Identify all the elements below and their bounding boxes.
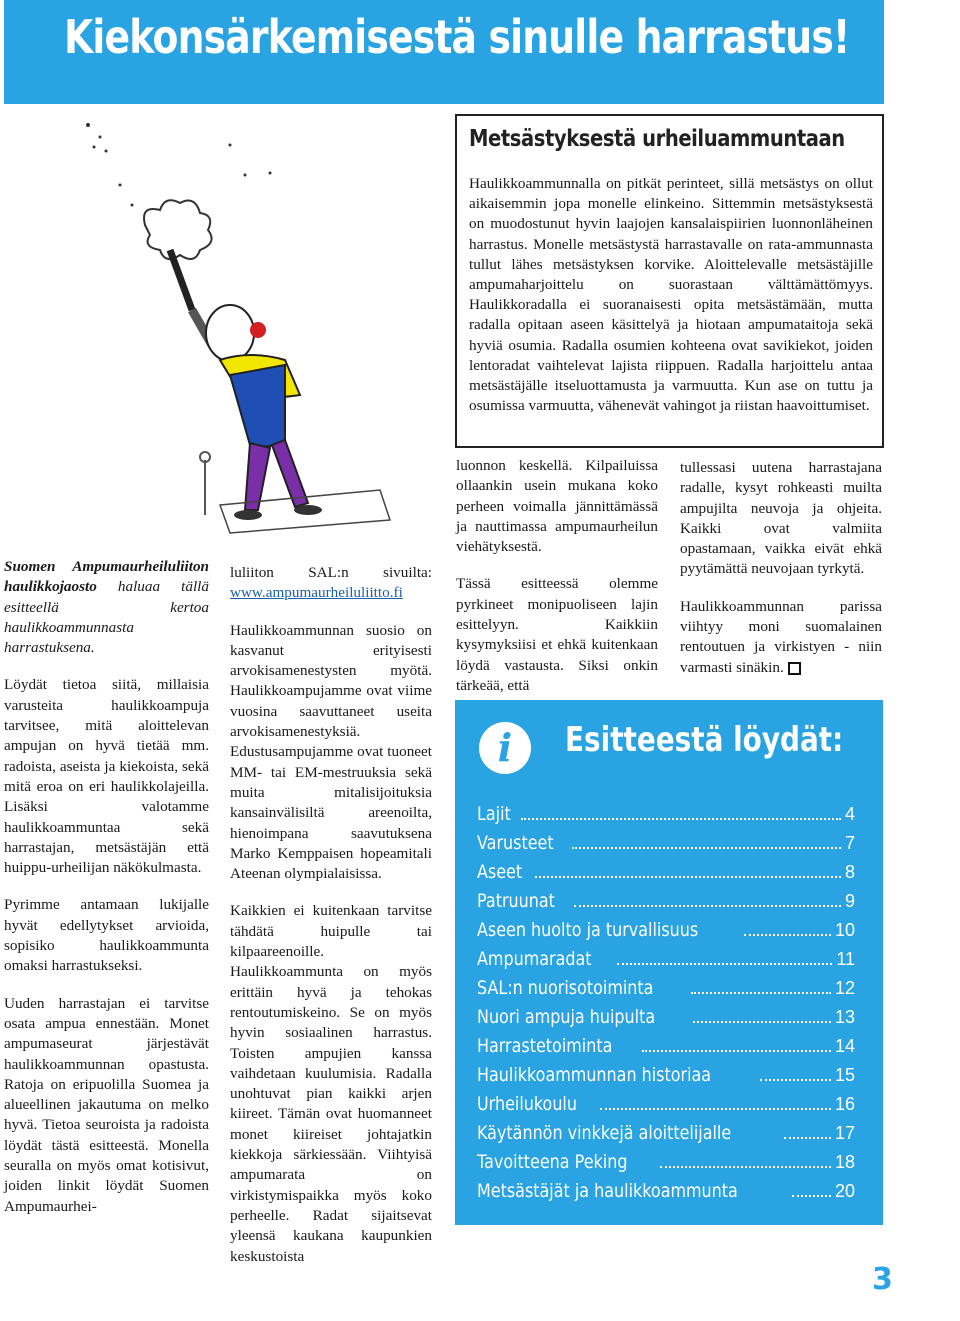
text-column-4 (680, 458, 882, 695)
toc-item-label: Aseet (477, 861, 523, 883)
col4-paragraph-1: tullessasi uutena harrastajana radalle, kysyt rohkeasti muilta ampujilta neuvoja ja ohjeita. Kaikki ovat valmiita opastamaan, vaikka eivät ehkä pyytämättä neuvojaan tyrkytä. (680, 459, 882, 578)
col1-paragraph-3: Pyrimme antamaan lukijalle hyvät edellytykset arvioida, sopisiko haulikkoammunta omaksi harrastukseksi. (4, 896, 209, 975)
toc-leader-dots (760, 1079, 831, 1081)
toc-item-page: 10 (834, 920, 855, 940)
toc-item[interactable] (477, 970, 855, 999)
intro-bold: Suomen Ampumaurheiluliiton haulikkojaosto (4, 558, 209, 596)
toc-item[interactable] (477, 854, 855, 883)
toc-item[interactable] (477, 825, 855, 854)
toc-leader-dots (535, 876, 841, 878)
toc-item-label: Tavoitteena Peking (477, 1151, 628, 1173)
toc-item-page: 15 (834, 1065, 855, 1085)
toc-item-page: 11 (836, 949, 855, 969)
col2-paragraph-2: Haulikkoammunnan suosio on kasvanut erityisesti arvokisamenestysten myötä. Haulikkoampujamme ovat viime vuosina saavuttaneet useita arvokisamenestyksiä. Edustusampujamme ovat tuoneet MM- tai EM-mestruuksia sekä muita mitalisijoituksia kansainvälisiltä areenoilta, hienoimpana saavutuksena Marko Kemppaisen hopeamitali Ateenan olympialaisissa. (230, 621, 432, 883)
intro-rest: haluaa tällä esitteellä kertoa haulikkoammunnasta harrastuksena. (4, 578, 209, 657)
toc-item[interactable] (477, 912, 855, 941)
toc-item[interactable] (477, 1144, 855, 1173)
table-of-contents (455, 700, 883, 1225)
title-banner (4, 0, 884, 104)
toc-item[interactable] (477, 1086, 855, 1115)
toc-item-label: SAL:n nuorisotoiminta (477, 977, 654, 999)
toc-leader-dots (642, 1050, 831, 1052)
col2-p1-text: luliiton SAL:n sivuilta: (230, 564, 432, 581)
toc-item-page: 14 (834, 1036, 855, 1056)
text-column-2 (230, 563, 432, 1284)
sidebar-box (455, 114, 884, 448)
toc-leader-dots (744, 934, 831, 936)
toc-leader-dots (693, 1021, 831, 1023)
toc-item[interactable] (477, 1173, 855, 1202)
toc-item-page: 9 (844, 891, 855, 911)
end-mark-icon (788, 662, 801, 675)
toc-leader-dots (574, 905, 841, 907)
toc-item[interactable] (477, 1115, 855, 1144)
toc-item-label: Ampumaradat (477, 948, 592, 970)
toc-item-page: 17 (834, 1123, 855, 1143)
toc-item[interactable] (477, 941, 855, 970)
toc-item-page: 4 (844, 804, 855, 824)
col3-paragraph-1: luonnon keskellä. Kilpailuissa ollaankin usein mukana koko perheen voimalla jännittämässä ja nauttimassa ampumaurheilun viehätyksestä. (456, 457, 658, 556)
toc-item-label: Patruunat (477, 890, 555, 912)
toc-item-page: 13 (834, 1007, 855, 1027)
toc-leader-dots (691, 992, 831, 994)
toc-leader-dots (617, 963, 832, 965)
toc-leader-dots (572, 847, 841, 849)
col1-paragraph-4: Uuden harrastajan ei tarvitse osata ampua ennestään. Monet ampumaseurat järjestävät haulikkoammunnan opastusta. Ratoja on eripuolilla Suomea ja alueellinen jakautuma on melko hyvä. Tietoa seuroista ja radoista löydät tästä esitteestä. Monella seuralla on myös omat kotisivut, joiden linkit löydät Suomen Ampumaurhei- (4, 994, 209, 1215)
text-column-1 (4, 557, 209, 1234)
toc-item-page: 8 (844, 862, 855, 882)
text-column-3 (456, 456, 658, 713)
page-number: 3 (872, 1262, 893, 1297)
sidebar-box-body: Haulikkoammunnalla on pitkät perinteet, sillä metsästys on ollut aikaisemmin jopa monelle elinkeino. Sittemmin metsästyksestä on muodostunut hyvin laajojen kansalaispiirien luonnonläheinen harrastus. Monelle metsästystä harrastavalle on rata-ammunnasta tullut lähes metsästyksen korvike. Aloittelevalle metsästäjille ampumaharjoittelu on suorastaan välttämättömyys. Haulikkoradalla ei suoranaisesti opita metsästämään, mutta radalla opitaan aseen käsittelyä ja hiotaan ampumataitoja sekä hyviä osumia. Radalla osumien kohteena ovat savikiekot, joiden lentoradat vaihtelevat lajista riippuen. Radalla harjoittelu antaa metsästäjälle itseluottamusta ja varmuutta. Kun ase on tuttu ja osumissa varmuutta, vähenevät vahingot ja riistan haavoittumiset. (469, 175, 873, 415)
intro-paragraph (4, 557, 209, 658)
col4-paragraph-2 (680, 597, 882, 678)
toc-list (477, 796, 855, 1202)
toc-item-page: 18 (834, 1152, 855, 1172)
toc-item-label: Metsästäjät ja haulikkoammunta (477, 1180, 738, 1202)
toc-item-page: 20 (834, 1181, 855, 1201)
toc-item-label: Aseen huolto ja turvallisuus (477, 919, 699, 941)
toc-item-page: 7 (844, 833, 855, 853)
toc-leader-dots (792, 1195, 831, 1197)
toc-leader-dots (660, 1166, 831, 1168)
shooter-illustration (80, 115, 430, 535)
toc-item-label: Nuori ampuja huipulta (477, 1006, 656, 1028)
toc-item-page: 16 (834, 1094, 855, 1114)
toc-item[interactable] (477, 999, 855, 1028)
toc-item-label: Haulikkoammunnan historiaa (477, 1064, 712, 1086)
toc-leader-dots (521, 818, 841, 820)
toc-item-page: 12 (834, 978, 855, 998)
toc-item-label: Urheilukoulu (477, 1093, 577, 1115)
col1-paragraph-2: Löydät tietoa siitä, millaisia varusteita haulikkoampuja tarvitsee, mitä aloittelevan ampujan on hyvä tietää mm. radoista, aseista ja kiekoista, sekä mitä eroa on eri haulikkolajeilla. Lisäksi valotamme haulikkoammuntaa sekä harrastajan, metsästäjän että huippu-urheilijan näkökulmasta. (4, 676, 209, 877)
toc-item-label: Käytännön vinkkejä aloittelijalle (477, 1122, 732, 1144)
toc-title: Esitteestä löydät: (565, 720, 844, 760)
col2-paragraph-3: Kaikkien ei kuitenkaan tarvitse tähdätä huipulle tai kilpaareenoille. Haulikkoammunta on myös erittäin hyvä ja tehokas rentoutumiskeino. Se on myös hyvin sosiaalinen harrastus. Toisten ampujien kanssa vaihdetaan kuulumisia. Radalla unohtuvat pian kaikki arjen kiireet. Tämän ovat huomanneet monet kiireiset johtajatkin kiekkoja särkiessään. Viihtyisä ampumarata on virkistymispaikka myös koko perheelle. Radat sijaitsevat yleensä kaukana kaupunkien keskustoista (230, 902, 432, 1265)
toc-item-label: Varusteet (477, 832, 554, 854)
toc-item[interactable] (477, 1057, 855, 1086)
toc-leader-dots (600, 1108, 831, 1110)
info-icon: i (479, 722, 531, 774)
toc-leader-dots (784, 1137, 831, 1139)
col2-paragraph-1 (230, 563, 432, 604)
toc-item-label: Lajit (477, 803, 511, 825)
sidebar-box-title: Metsästyksestä urheiluammuntaan (469, 126, 845, 152)
col3-paragraph-2: Tässä esitteessä olemme pyrkineet monipuoliseen lajin esittelyyn. Kaikkiin kysymyksiisi et ehkä kuitenkaan löydä vastausta. Siksi onkin tärkeää, että (456, 575, 658, 694)
toc-item-label: Harrastetoiminta (477, 1035, 613, 1057)
col4-p2-text: Haulikkoammunnan parissa viihtyy moni suomalainen rentoutuen ja virkistyen - niin varmasti sinäkin. (680, 597, 882, 676)
toc-item[interactable] (477, 796, 855, 825)
toc-item[interactable] (477, 1028, 855, 1057)
sal-website-link[interactable]: www.ampumaurheiluliitto.fi (230, 584, 403, 602)
page-title: Kiekonsärkemisestä sinulle harrastus! (64, 10, 850, 64)
toc-item[interactable] (477, 883, 855, 912)
